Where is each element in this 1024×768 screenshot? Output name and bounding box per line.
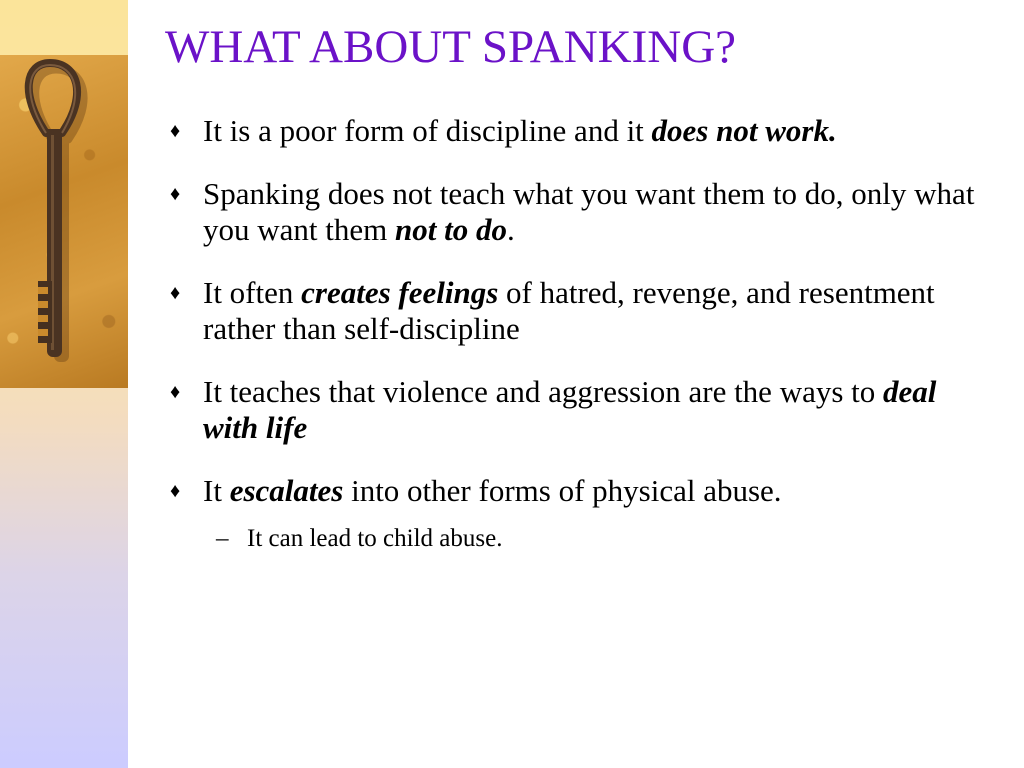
bullet-text: It often — [203, 275, 302, 310]
dash-bullet-icon: – — [216, 525, 229, 552]
bullet-item — [170, 473, 980, 509]
bullet-text: It teaches that violence and aggression are the ways to — [203, 374, 884, 409]
diamond-bullet-icon: ♦ — [170, 120, 181, 142]
bullet-text-after: . — [506, 212, 515, 247]
skeleton-key-icon — [0, 55, 128, 388]
bullet-text-after: of hatred, revenge, and resentment rather than self-discipline — [203, 275, 935, 346]
bullet-item — [170, 113, 980, 149]
sub-bullet-item — [170, 524, 980, 554]
bullet-list — [170, 113, 980, 554]
bullet-item — [170, 374, 980, 446]
bullet-emphasis: deal with life — [203, 374, 937, 445]
bullet-emphasis: does not work. — [651, 113, 837, 148]
bullet-emphasis: escalates — [229, 473, 344, 508]
bullet-text: Spanking does not teach what you want them to do, only what you want them — [203, 176, 975, 247]
sub-bullet-text: It can lead to child abuse. — [247, 525, 503, 552]
bullet-emphasis: creates feelings — [301, 275, 499, 310]
bullet-text: It is a poor form of discipline and it — [203, 113, 652, 148]
diamond-bullet-icon: ♦ — [170, 183, 181, 205]
diamond-bullet-icon: ♦ — [170, 480, 181, 502]
bullet-text: It — [203, 473, 230, 508]
diamond-bullet-icon: ♦ — [170, 381, 181, 403]
bullet-text-after: into other forms of physical abuse. — [343, 473, 782, 508]
diamond-bullet-icon: ♦ — [170, 282, 181, 304]
slide-title: WHAT ABOUT SPANKING? — [165, 21, 737, 73]
bullet-item — [170, 275, 980, 347]
bullet-emphasis: not to do — [395, 212, 507, 247]
key-photo — [0, 55, 128, 388]
bullet-item — [170, 176, 980, 248]
